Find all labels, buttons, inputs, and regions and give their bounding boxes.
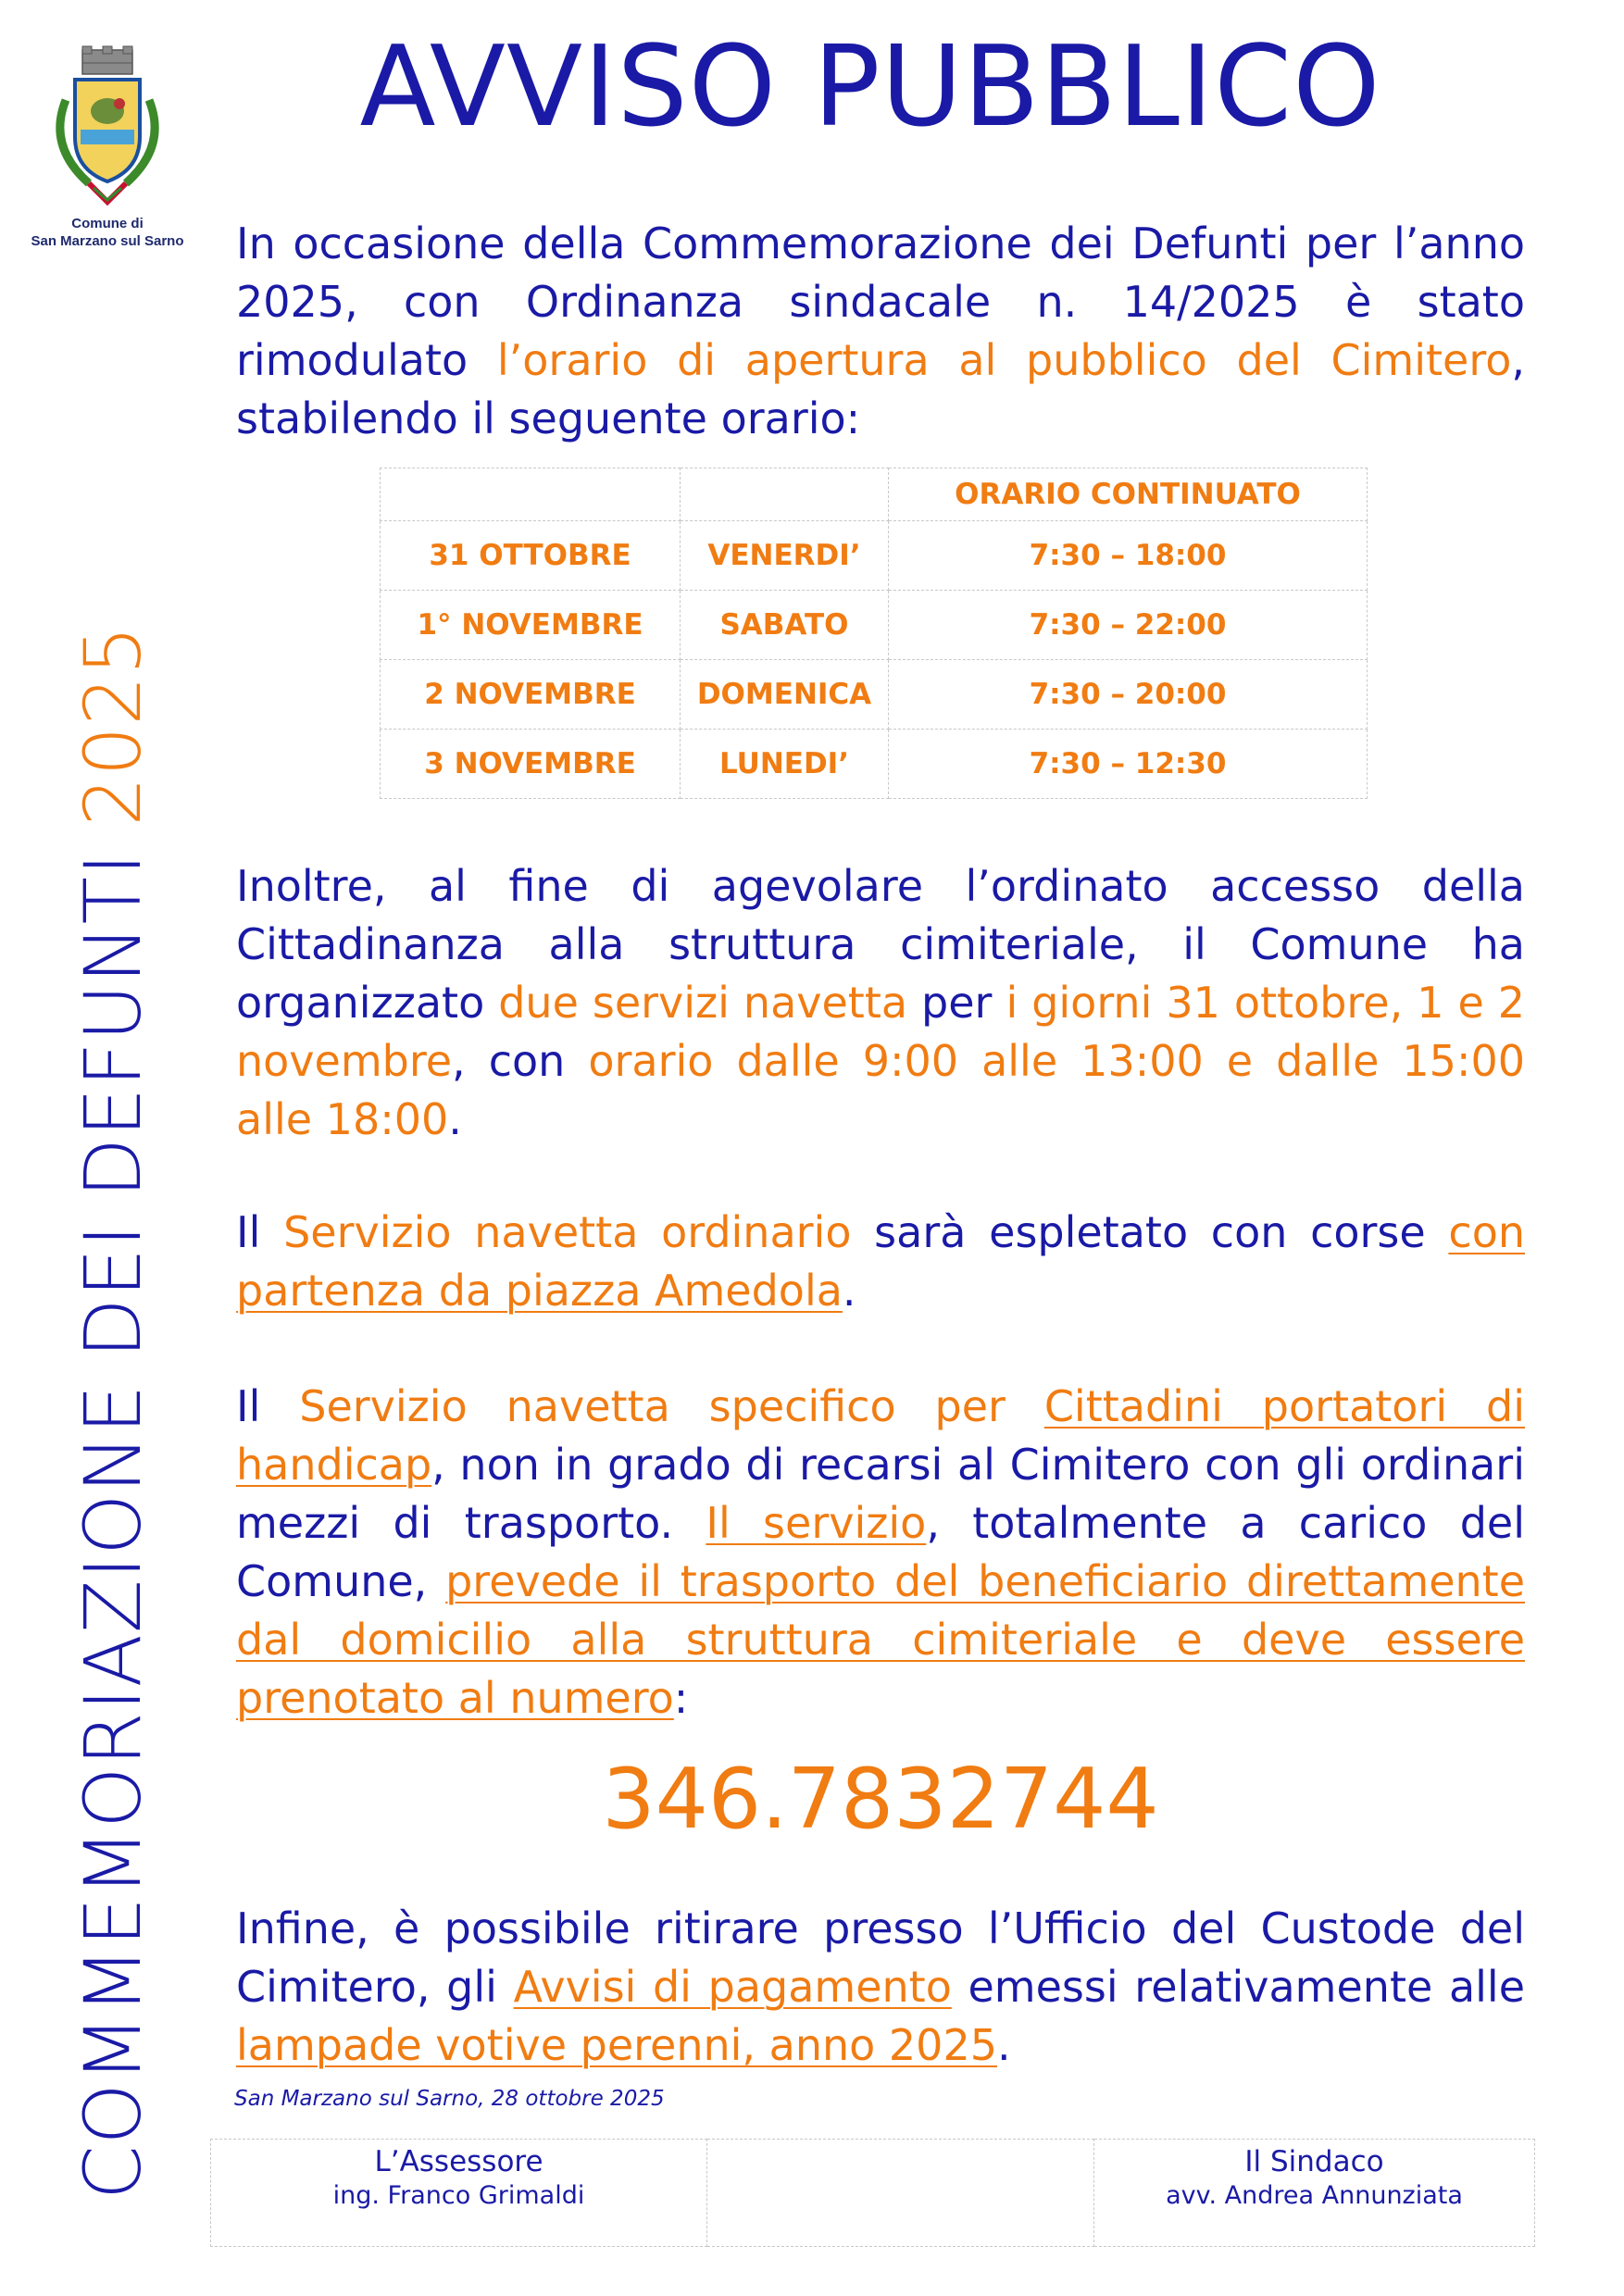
intro-highlight: l’orario di apertura al pubblico del Cimitero xyxy=(496,335,1512,385)
ordinary-departure: con partenza da piazza Amedola xyxy=(236,1207,1525,1316)
special-service: Il servizio xyxy=(706,1498,927,1548)
shuttle-text-4: . xyxy=(448,1094,462,1144)
schedule-table xyxy=(380,468,1368,799)
signature-table xyxy=(210,2139,1535,2247)
special-text-1: Il xyxy=(236,1381,300,1431)
sindaco-role: Il Sindaco xyxy=(1244,2145,1384,2178)
schedule-row xyxy=(381,591,1368,660)
side-title xyxy=(68,624,158,2200)
ordinary-text-1: Il xyxy=(236,1207,284,1257)
sindaco-name: avv. Andrea Annunziata xyxy=(1166,2181,1463,2210)
ordinary-highlight: Servizio navetta ordinario xyxy=(283,1207,852,1257)
special-highlight: Servizio navetta specifico per xyxy=(299,1381,1044,1431)
intro-paragraph xyxy=(236,215,1525,448)
special-shuttle-paragraph xyxy=(236,1378,1525,1728)
coat-of-arms-icon xyxy=(38,44,177,211)
assessore-name: ing. Franco Grimaldi xyxy=(332,2181,585,2210)
schedule-day: SABATO xyxy=(681,591,889,660)
shuttle-text-2: per xyxy=(907,978,1006,1028)
lamps-text-1: Infine, è possibile ritirare presso l’Ufficio del Custode del Cimitero, gli xyxy=(236,1903,1525,2012)
logo-caption-line2: San Marzano sul Sarno xyxy=(31,233,184,249)
schedule-hours: 7:30 – 22:00 xyxy=(889,591,1368,660)
schedule-header-cell: ORARIO CONTINUATO xyxy=(889,468,1368,521)
schedule-date: 31 OTTOBRE xyxy=(381,521,681,591)
lamps-text-2: emessi relativamente alle xyxy=(951,1962,1525,2012)
signature-sindaco xyxy=(1094,2140,1535,2247)
lamps-text-3: . xyxy=(996,2020,1011,2070)
schedule-date: 2 NOVEMBRE xyxy=(381,660,681,730)
logo-caption-line1: Comune di xyxy=(71,216,144,231)
lamps-payment-notices: Avvisi di pagamento xyxy=(513,1962,952,2012)
schedule-date: 1° NOVEMBRE xyxy=(381,591,681,660)
schedule-row xyxy=(381,730,1368,799)
schedule-date: 3 NOVEMBRE xyxy=(381,730,681,799)
intro-text-1: In occasione della Commemorazione dei Defunti per l’anno 2025, con Ordinanza sindacale n. 14/2025 è stato rimodulato xyxy=(236,218,1525,385)
schedule-hours: 7:30 – 20:00 xyxy=(889,660,1368,730)
shuttle-text-3: , con xyxy=(452,1036,589,1086)
schedule-header-row xyxy=(381,468,1368,521)
intro-text-2: , stabilendo il seguente orario: xyxy=(236,335,1526,443)
page-title: AVVISO PUBBLICO xyxy=(359,23,1381,152)
special-text-4: : xyxy=(673,1673,689,1723)
special-text-3: , totalmente a carico del Comune, xyxy=(236,1498,1525,1606)
schedule-day: DOMENICA xyxy=(681,660,889,730)
schedule-hours: 7:30 – 12:30 xyxy=(889,730,1368,799)
special-beneficiaries: Cittadini portatori di handicap xyxy=(236,1381,1526,1490)
ordinary-text-3: . xyxy=(842,1266,856,1316)
shuttle-highlight-hours: orario dalle 9:00 alle 13:00 e dalle 15:00 alle 18:00 xyxy=(236,1036,1525,1144)
side-title-main: COMMEMORIAZIONE DEI DEFUNTI xyxy=(68,852,158,2200)
booking-phone-number[interactable]: 346.7832744 xyxy=(602,1751,1159,1848)
shuttle-highlight-days: i giorni 31 ottobre, 1 e 2 novembre xyxy=(236,978,1525,1086)
ordinary-text-2: sarà espletato con corse xyxy=(851,1207,1449,1257)
side-title-year: 2025 xyxy=(68,624,158,827)
shuttle-paragraph xyxy=(236,857,1525,1149)
logo-caption xyxy=(26,215,189,250)
schedule-hours: 7:30 – 18:00 xyxy=(889,521,1368,591)
schedule-header-cell xyxy=(681,468,889,521)
lamps-votive: lampade votive perenni, anno 2025 xyxy=(236,2020,997,2070)
schedule-day: VENERDI’ xyxy=(681,521,889,591)
municipal-coat-of-arms xyxy=(26,44,189,257)
shuttle-highlight-services: due servizi navetta xyxy=(498,978,908,1028)
schedule-header-cell xyxy=(381,468,681,521)
assessore-role: L’Assessore xyxy=(374,2145,543,2178)
schedule-row xyxy=(381,521,1368,591)
signature-empty-cell xyxy=(707,2140,1094,2247)
ordinary-shuttle-paragraph xyxy=(236,1204,1525,1320)
schedule-day: LUNEDI’ xyxy=(681,730,889,799)
lamps-paragraph xyxy=(236,1900,1525,2075)
schedule-row xyxy=(381,660,1368,730)
shuttle-text-1: Inoltre, al fine di agevolare l’ordinato accesso della Cittadinanza alla struttura cimiteriale, il Comune ha organizzato xyxy=(236,861,1525,1028)
signature-assessore xyxy=(211,2140,707,2247)
special-text-2: , non in grado di recarsi al Cimitero con gli ordinari mezzi di trasporto. xyxy=(236,1440,1525,1548)
special-details: prevede il trasporto del beneficiario direttamente dal domicilio alla struttura cimiteriale e deve essere prenotato al numero xyxy=(236,1556,1525,1723)
place-date: San Marzano sul Sarno, 28 ottobre 2025 xyxy=(234,2087,665,2111)
